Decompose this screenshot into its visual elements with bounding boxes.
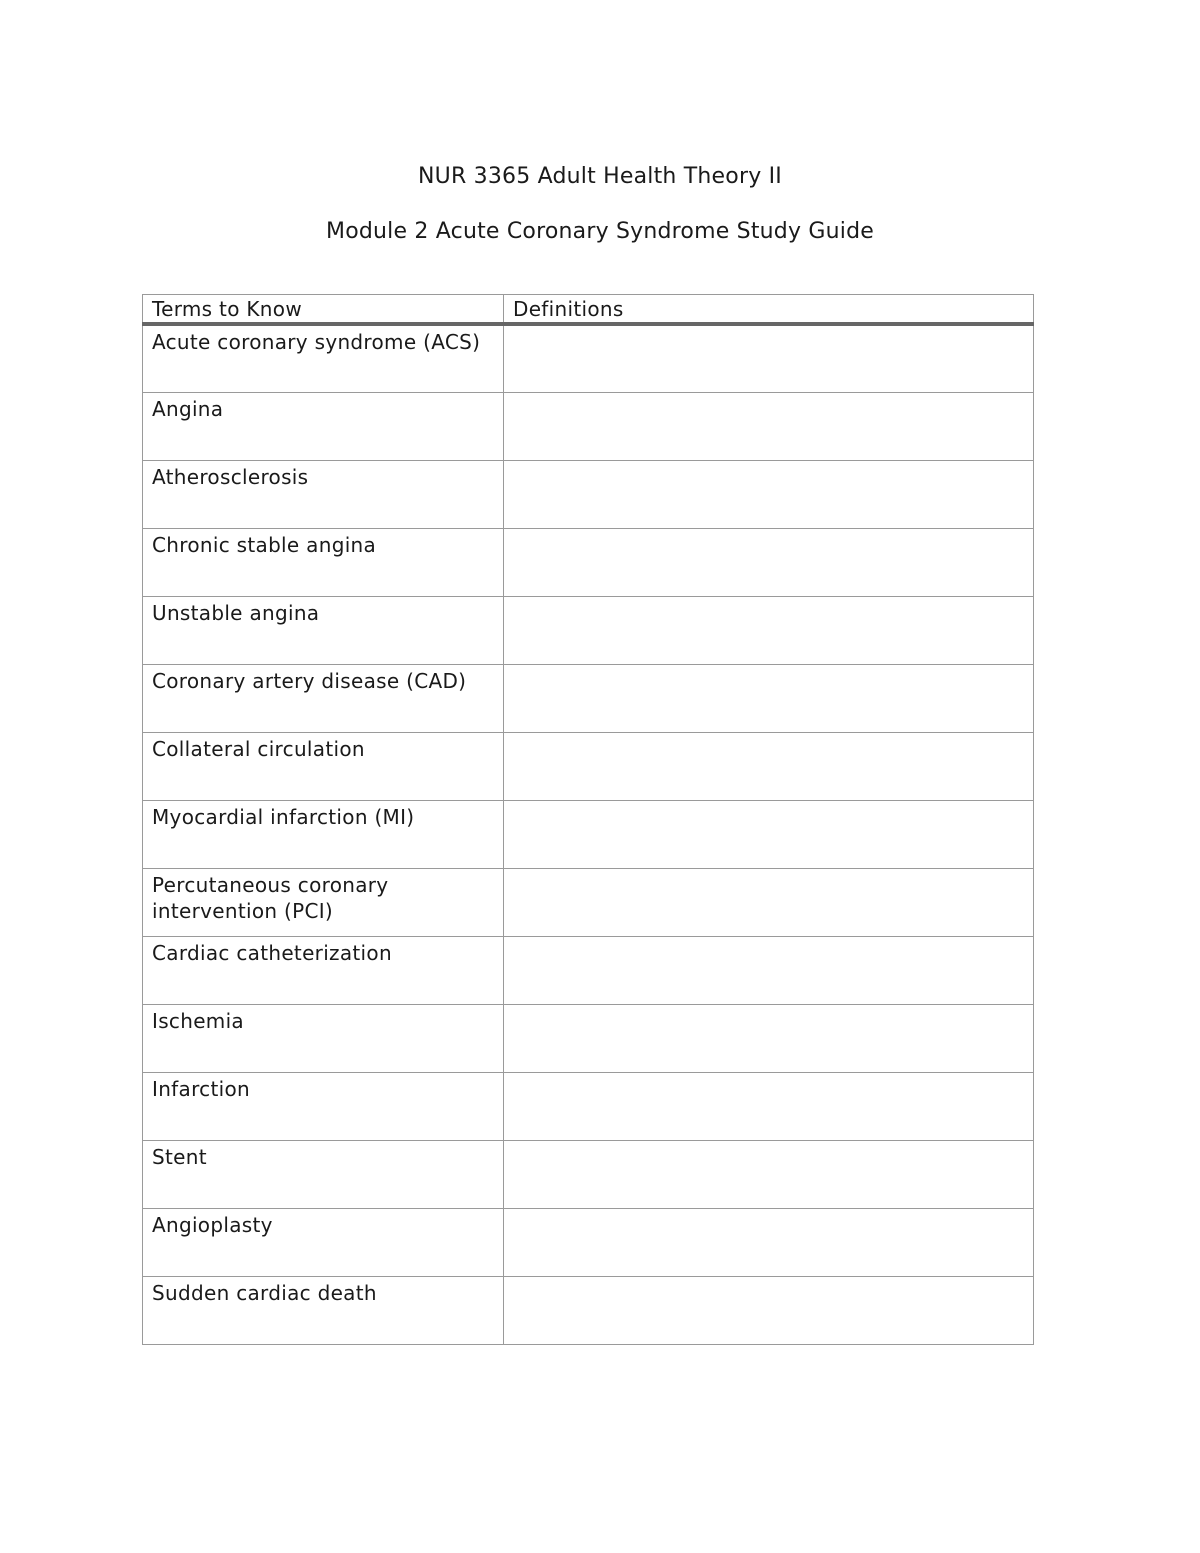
definition-cell[interactable] xyxy=(504,732,1034,800)
term-cell: Stent xyxy=(143,1140,504,1208)
terms-table xyxy=(142,294,1034,1345)
table-row xyxy=(143,1140,1034,1208)
definition-cell[interactable] xyxy=(504,1140,1034,1208)
table-row xyxy=(143,1072,1034,1140)
definition-cell[interactable] xyxy=(504,1004,1034,1072)
definition-cell[interactable] xyxy=(504,1208,1034,1276)
term-cell: Unstable angina xyxy=(143,596,504,664)
definition-cell[interactable] xyxy=(504,800,1034,868)
term-cell: Coronary artery disease (CAD) xyxy=(143,664,504,732)
term-cell: Infarction xyxy=(143,1072,504,1140)
definition-cell[interactable] xyxy=(504,936,1034,1004)
table-row xyxy=(143,936,1034,1004)
term-cell: Myocardial infarction (MI) xyxy=(143,800,504,868)
term-cell: Acute coronary syndrome (ACS) xyxy=(143,324,504,392)
term-cell: Angioplasty xyxy=(143,1208,504,1276)
definition-cell[interactable] xyxy=(504,664,1034,732)
definition-cell[interactable] xyxy=(504,528,1034,596)
header-row xyxy=(143,295,1034,325)
definition-cell[interactable] xyxy=(504,868,1034,936)
table-row xyxy=(143,800,1034,868)
table-row xyxy=(143,528,1034,596)
table-row xyxy=(143,732,1034,800)
table-row xyxy=(143,324,1034,392)
term-cell: Sudden cardiac death xyxy=(143,1276,504,1344)
table-row xyxy=(143,664,1034,732)
page-title: NUR 3365 Adult Health Theory II xyxy=(418,164,782,189)
header-terms: Terms to Know xyxy=(143,295,504,325)
table-row xyxy=(143,868,1034,936)
term-cell: Cardiac catheterization xyxy=(143,936,504,1004)
table-row xyxy=(143,1276,1034,1344)
definition-cell[interactable] xyxy=(504,460,1034,528)
term-cell: Collateral circulation xyxy=(143,732,504,800)
term-cell: Atherosclerosis xyxy=(143,460,504,528)
table-body xyxy=(143,324,1034,1344)
table-row xyxy=(143,460,1034,528)
definition-cell[interactable] xyxy=(504,596,1034,664)
term-cell: Chronic stable angina xyxy=(143,528,504,596)
term-cell: Ischemia xyxy=(143,1004,504,1072)
header-definitions: Definitions xyxy=(504,295,1034,325)
definition-cell[interactable] xyxy=(504,1276,1034,1344)
term-cell: Percutaneous coronary intervention (PCI) xyxy=(143,868,504,936)
definition-cell[interactable] xyxy=(504,392,1034,460)
definition-cell[interactable] xyxy=(504,324,1034,392)
table-header xyxy=(143,295,1034,325)
term-cell: Angina xyxy=(143,392,504,460)
table-row xyxy=(143,1004,1034,1072)
table-row xyxy=(143,1208,1034,1276)
table-row xyxy=(143,596,1034,664)
table-row xyxy=(143,392,1034,460)
definition-cell[interactable] xyxy=(504,1072,1034,1140)
page-subtitle: Module 2 Acute Coronary Syndrome Study Guide xyxy=(326,219,874,244)
